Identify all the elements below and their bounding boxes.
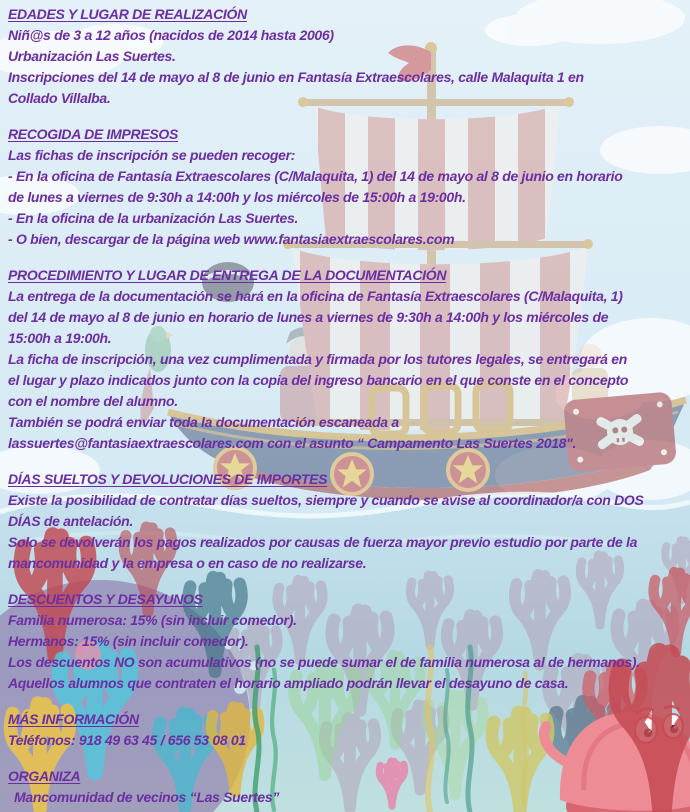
flyer-text bbox=[0, 4, 690, 812]
section-heading: MÁS INFORMACIÓN bbox=[8, 711, 139, 727]
section-edades bbox=[8, 4, 686, 109]
text-line: Aquellos alumnos que contraten el horario ampliado podrán llevar el desayuno de casa. bbox=[8, 675, 569, 691]
text-line: También se podrá enviar toda la documentación escaneada a bbox=[8, 414, 399, 430]
section-heading: DÍAS SUELTOS Y DEVOLUCIONES DE IMPORTES bbox=[8, 471, 328, 487]
section-dias-sueltos bbox=[8, 469, 686, 574]
text-line: el lugar y plazo indicados junto con la copia del ingreso bancario en el que conste en el concepto bbox=[8, 372, 629, 388]
text-line: de lunes a viernes de 9:30h a 14:00h y los miércoles de 15:00h a 19:00h. bbox=[8, 189, 466, 205]
text-line: Solo se devolverán los pagos realizados por causas de fuerza mayor previo estudio por parte de la bbox=[8, 534, 638, 550]
section-heading: ORGANIZA bbox=[8, 768, 81, 784]
website-url-text: - O bien, descargar de la página web www.fantasiaextraescolares.com bbox=[8, 231, 455, 247]
section-heading: RECOGIDA DE IMPRESOS bbox=[8, 126, 179, 142]
text-line: Existe la posibilidad de contratar días sueltos, siempre y cuando se avise al coordinador/a con DOS bbox=[8, 492, 644, 508]
section-heading: PROCEDIMIENTO Y LUGAR DE ENTREGA DE LA DOCUMENTACIÓN bbox=[8, 267, 447, 283]
section-descuentos bbox=[8, 589, 686, 694]
text-line: con el nombre del alumno. bbox=[8, 393, 178, 409]
text-line: 15:00h a 19:00h. bbox=[8, 330, 112, 346]
text-line: La entrega de la documentación se hará en la oficina de Fantasía Extraescolares (C/Malaquita, 1) bbox=[8, 288, 623, 304]
text-line: Collado Villalba. bbox=[8, 90, 111, 106]
section-heading: DESCUENTOS Y DESAYUNOS bbox=[8, 591, 203, 607]
text-line: Las fichas de inscripción se pueden recoger: bbox=[8, 147, 296, 163]
section-recogida bbox=[8, 124, 686, 250]
section-organiza bbox=[8, 766, 686, 808]
text-line: DÍAS de antelación. bbox=[8, 513, 133, 529]
text-line: Los descuentos NO son acumulativos (no se puede sumar el de familia numerosa al de hermanos). bbox=[8, 654, 640, 670]
text-line: Hermanos: 15% (sin incluir comedor). bbox=[8, 633, 249, 649]
text-line: del 14 de mayo al 8 de junio en horario de lunes a viernes de 9:30h a 14:00h y los miércoles de bbox=[8, 309, 609, 325]
text-line: Niñ@s de 3 a 12 años (nacidos de 2014 hasta 2006) bbox=[8, 27, 334, 43]
text-line: - En la oficina de Fantasía Extraescolares (C/Malaquita, 1) del 14 de mayo al 8 de junio en horario bbox=[8, 168, 623, 184]
text-line: Inscripciones del 14 de mayo al 8 de junio en Fantasía Extraescolares, calle Malaquita 1 en bbox=[8, 69, 584, 85]
phone-numbers-text: Teléfonos: 918 49 63 45 / 656 53 08 01 bbox=[8, 732, 246, 748]
section-procedimiento bbox=[8, 265, 686, 454]
text-line: Urbanización Las Suertes. bbox=[8, 48, 176, 64]
text-line: - En la oficina de la urbanización Las Suertes. bbox=[8, 210, 299, 226]
text-line: Familia numerosa: 15% (sin incluir comedor). bbox=[8, 612, 297, 628]
section-heading: EDADES Y LUGAR DE REALIZACIÓN bbox=[8, 6, 247, 22]
text-line: La ficha de inscripción, una vez cumplimentada y firmada por los tutores legales, se entregará en bbox=[8, 351, 627, 367]
organizer-text: Mancomunidad de vecinos “Las Suertes” bbox=[14, 789, 280, 805]
email-text: lassuertes@fantasiaextraescolares.com con el asunto “ Campamento Las Suertes 2018". bbox=[8, 435, 577, 451]
text-line: mancomunidad y la empresa o en caso de no realizarse. bbox=[8, 555, 367, 571]
section-mas-informacion bbox=[8, 709, 686, 751]
